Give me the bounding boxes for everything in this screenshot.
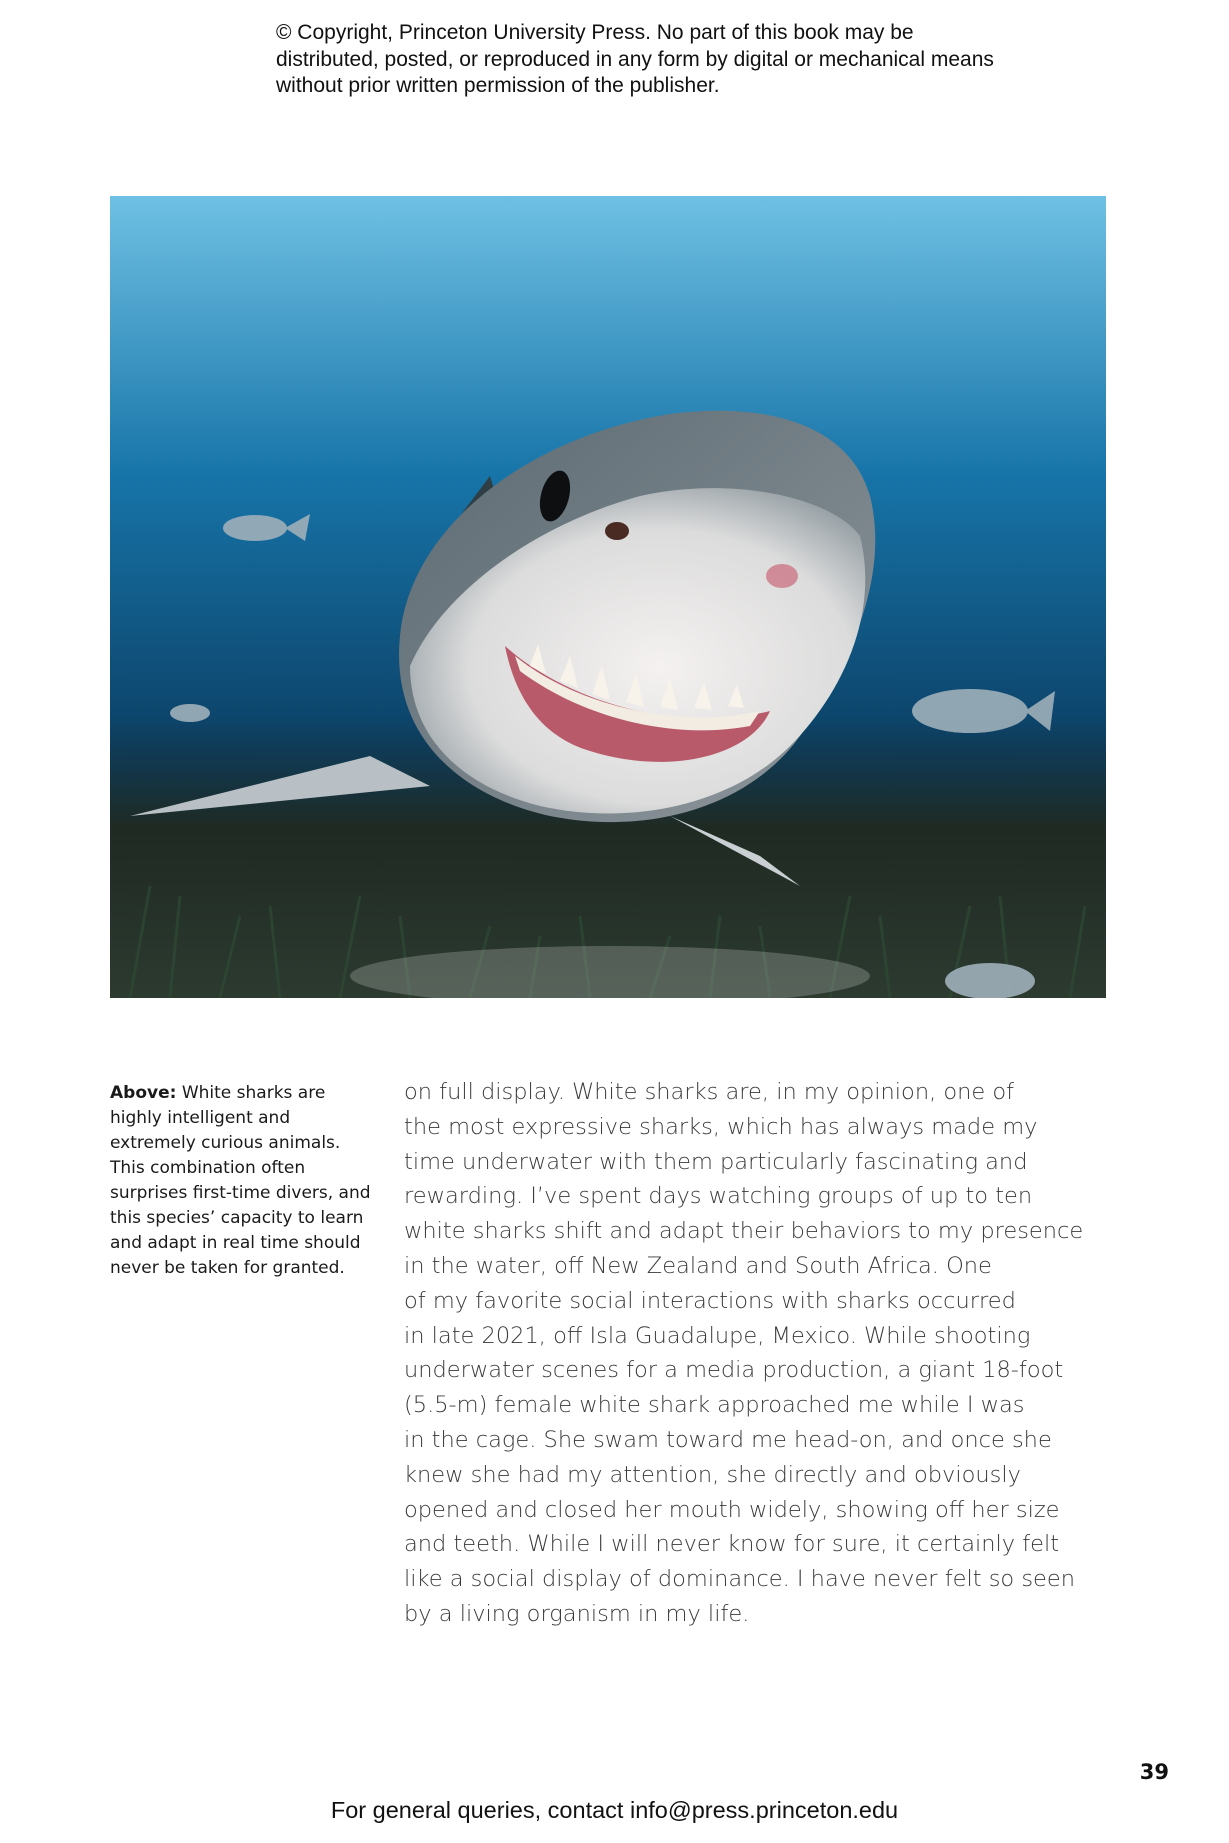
body-line: (5.5-m) female white shark approached me while I was [404,1392,1025,1419]
caption-lead: Above: [110,1083,177,1103]
body-line: in the cage. She swam toward me head-on, and once she [404,1426,1052,1453]
shark-illustration [110,196,1106,998]
copyright-notice: © Copyright, Princeton University Press. No part of this book may be distributed, posted, or reproduced in any form by digital or mechanical means without prior written permission of the publisher. [276,21,994,97]
photo-caption [110,1081,380,1281]
page-number: 39 [1139,1760,1169,1784]
body-line: opened and closed her mouth widely, showing off her size [404,1496,1060,1523]
body-line: in late 2021, off Isla Guadalupe, Mexico. While shooting [404,1322,1031,1349]
body-line: underwater scenes for a media production, a giant 18-foot [404,1357,1064,1384]
footer-contact: For general queries, contact info@press.princeton.edu [330,1797,899,1823]
body-paragraph [404,1075,1124,1632]
body-line: time underwater with them particularly fascinating and [404,1148,1028,1175]
body-line: in the water, off New Zealand and South Africa. One [404,1252,992,1279]
body-line: knew she had my attention, she directly and obviously [404,1461,1021,1488]
body-line: by a living organism in my life. [404,1600,750,1627]
shark-photo [110,196,1106,998]
body-line: on full display. White sharks are, in my opinion, one of [404,1079,1015,1105]
body-line: like a social display of dominance. I have never felt so seen [404,1566,1076,1593]
body-line: the most expressive sharks, which has always made my [404,1113,1038,1140]
body-line: rewarding. I’ve spent days watching groups of up to ten [404,1183,1033,1210]
body-line: white sharks shift and adapt their behaviors to my presence [404,1218,1084,1245]
body-line: and teeth. While I will never know for sure, it certainly felt [404,1531,1060,1558]
caption-text: White sharks are highly intelligent and extremely curious animals. This combination often surprises first-time divers, and this species’ capacity to learn and adapt in real time should never be taken for granted. [110,1083,371,1278]
body-line: of my favorite social interactions with sharks occurred [404,1287,1016,1314]
